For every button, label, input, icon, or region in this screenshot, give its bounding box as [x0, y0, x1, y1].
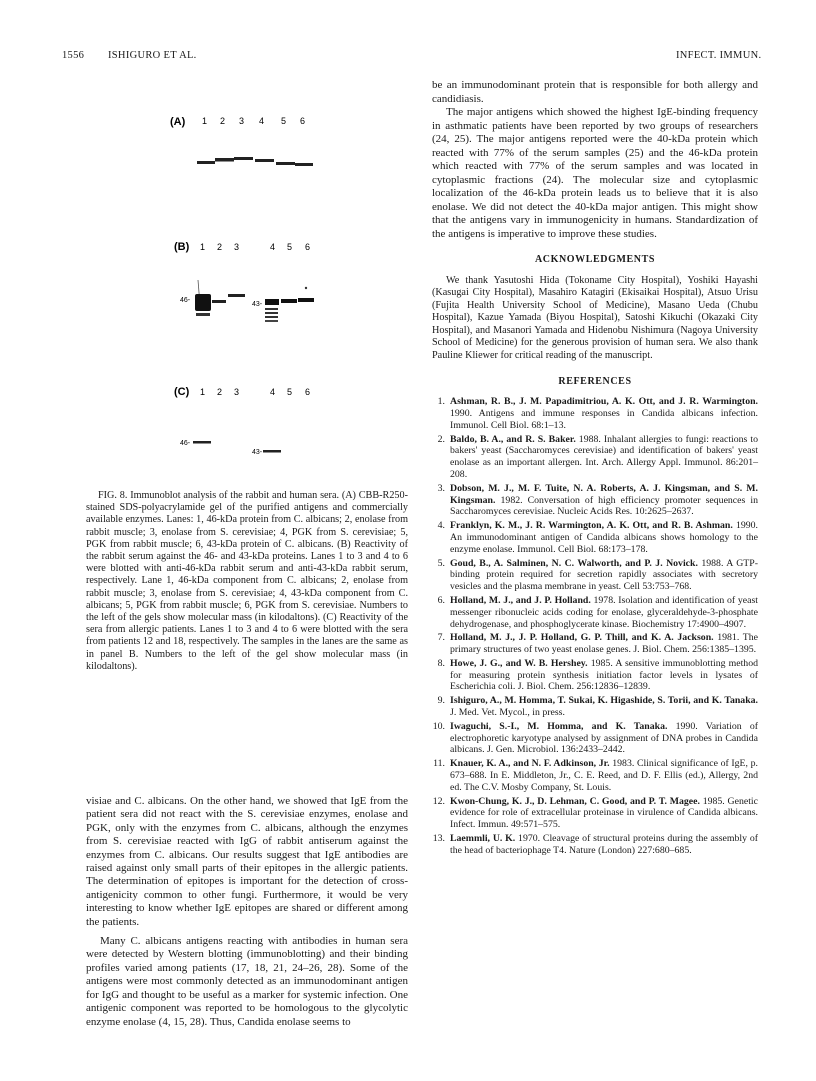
panel-a-lane-4: 4: [259, 116, 265, 126]
panel-b-band-1-lower: [196, 313, 210, 316]
panel-c-lane-5: 5: [287, 387, 293, 397]
left-paragraph-1: visiae and C. albicans. On the other hand, we showed that IgE from the patient sera did not react with the S. cerevisiae enzymes, enolase and PGK, only with the enzymes from C. albicans, although the enzymes from S. cerevisiae reacted with IgG of rabbit antiserum against the enzymes from C. albicans. Our results suggest that IgE antibodies are raised against only small parts of their epitopes in the allergic patients. The determination of epitopes is important for the detection of cross-antigenicity common to other fungi. Furthermore, it would be very interesting to know whether IgE epitopes are shared or different among the patients.: [86, 795, 408, 928]
reference-item: [432, 558, 758, 593]
reference-item: [432, 833, 758, 857]
panel-a-lane-1: 1: [202, 116, 208, 126]
panel-b-lane-6: 6: [305, 242, 311, 252]
reference-number: 11.: [433, 758, 445, 770]
reference-authors: Ishiguro, A., M. Homma, T. Sukai, K. Higashide, S. Torii, and K. Tanaka.: [450, 695, 758, 707]
reference-details: J. Med. Vet. Mycol., in press.: [450, 707, 565, 719]
panel-a-lane-2: 2: [220, 116, 226, 126]
running-authors: ISHIGURO ET AL.: [108, 50, 197, 61]
panel-c-label: (C): [174, 386, 190, 398]
reference-details: 1990. An immunodominant antigen of Candida albicans shows homology to the enzyme enolase. Immunol. Cell Biol. 68:173–178.: [450, 520, 758, 555]
reference-details: 1988. Inhalant allergies to fungi: reactions to bakers' yeast (Saccharomyces cerevisiae) and identification of bakers' yeast enolase as an important allergen. Int. Arch. Allergy Appl. Immunol. 86:201–208.: [450, 433, 758, 480]
acknowledgments-heading: ACKNOWLEDGMENTS: [534, 254, 656, 265]
reference-authors: Iwaguchi, S.-I., M. Homma, and K. Tanaka.: [450, 720, 668, 732]
reference-authors: Holland, M. J., and J. P. Holland.: [450, 594, 591, 606]
panel-a-bands: [197, 157, 313, 166]
right-paragraph-1: be an immunodominant protein that is responsible for both allergy and candidiasis.: [432, 79, 758, 105]
panel-b-band-3: [228, 294, 245, 297]
panel-c-lane-6: 6: [305, 387, 311, 397]
reference-authors: Laemmli, U. K.: [450, 833, 516, 845]
panel-b-band-4-l1: [265, 308, 278, 310]
panel-b-lane-4: 4: [270, 242, 276, 252]
reference-number: 8.: [437, 657, 445, 669]
journal-name: INFECT. IMMUN.: [676, 50, 762, 61]
reference-number: 12.: [432, 795, 445, 807]
panel-b-lane-3: 3: [234, 242, 240, 252]
panel-c-bands: [193, 441, 281, 453]
reference-item: [432, 483, 758, 518]
reference-authors: Baldo, B. A., and R. S. Baker.: [450, 433, 576, 445]
panel-b-lane-2: 2: [217, 242, 223, 252]
reference-details: 1983. Clinical significance of IgE, p. 673–688. In E. Middleton, Jr., C. E. Reed, and D. F. Ellis (ed.), Allergy, 2nd ed. The C.V. Mosby Company, St. Louis.: [450, 758, 758, 793]
reference-number: 1.: [437, 396, 445, 408]
panel-b-band-5: [281, 299, 297, 303]
reference-authors: Knauer, K. A., and N. F. Adkinson, Jr.: [450, 758, 610, 770]
panel-b-band-4-l2: [265, 312, 278, 314]
panel-a-label: (A): [170, 116, 186, 128]
reference-details: 1985. A sensitive immunoblotting method for measuring protein synthesis initiation factor levels in lysates of Escherichia coli. J. Biol. Chem. 256:12836–12839.: [450, 657, 759, 693]
panel-b-lane-1: 1: [200, 242, 206, 252]
panel-b-band-6: [298, 298, 314, 302]
reference-details: 1990. Variation of electrophoretic karyotype analysed by assignment of DNA probes in Candida albicans. J. Gen. Microbiol. 136:2433–2442.: [450, 720, 758, 756]
reference-item: [432, 434, 758, 481]
reference-number: 3.: [437, 482, 445, 494]
reference-details: 1990. Antigens and immune responses in Candida albicans infection. Immunol. Cell Biol. 68:1–13.: [450, 407, 758, 431]
figure-caption: FIG. 8. Immunoblot analysis of the rabbit and human sera. (A) CBB-R250-stained SDS-polyacrylamide gel of the purified antigens and commercially available enzymes. Lanes: 1, 46-kDa protein from C. albicans; 2, enolase from rabbit muscle; 3, enolase from S. cerevisiae; 4, PGK from S. cerevisiae; 5, PGK from rabbit muscle; 6, 43-kDa protein of C. albicans. (B) Reactivity of the rabbit serum against the 46- and 43-kDa proteins. Lanes 1 to 3 and 4 to 6 were blotted with anti-46-kDa rabbit serum and anti-43-kDa rabbit serum, respectively. Lane 1, 46-kDa component from C. albicans; 2, enolase from rabbit muscle; 3, enolase from S. cerevisiae; 4, 43-kDa component from C. albicans; 5, PGK from rabbit muscle; 6, PGK from S. cerevisiae. Numbers to the left of the gels show molecular mass (in kilodaltons). (C) Reactivity of the sera from allergic patients. Lanes 1 to 3 and 4 to 6 were blotted with the sera from patients 12 and 18, respectively. The samples in the lanes are the same as in panel B. Numbers to the left of the gel show molecular mass (in kilodaltons).: [86, 490, 408, 672]
right-paragraph-2: The major antigens which showed the highest IgE-binding frequency in asthmatic patients have been reported by two groups of researchers (24, 25). The major antigens reported were the 40-kDa protein which reacted with 77% of the serum samples (25) and the 46-kDa protein which reacted with 77% of the serum samples and was located in cytoplasmic fractions (24). The molecular size and cytoplasmic localization of the 46-kDa protein leads us to believe that it is also enolase. We did not detect the 40-kDa major antigen. This might show that the antigens vary in immunogenicity in humans. Standardization of the antigens is imperative to improve these studies.: [432, 106, 758, 240]
reference-item: [432, 595, 758, 630]
panel-b-dot: [305, 287, 307, 289]
reference-authors: Goud, B., A. Salminen, N. C. Walworth, and P. J. Novick.: [450, 557, 698, 569]
panel-a-band-1: [197, 161, 215, 164]
reference-authors: Howe, J. G., and W. B. Hershey.: [450, 657, 588, 669]
panel-b-band-4-l4: [265, 320, 278, 322]
reference-item: [432, 520, 758, 555]
panel-b-band-2: [212, 300, 226, 303]
reference-details: 1981. The primary structures of two yeast enolase genes. J. Biol. Chem. 256:1385–1395.: [450, 632, 758, 656]
panel-b-marker-43: 43-: [252, 301, 263, 308]
panel-a-lane-3: 3: [239, 116, 245, 126]
reference-number: 2.: [437, 433, 445, 445]
panel-b-label: (B): [174, 241, 190, 253]
reference-item: [432, 721, 758, 756]
panel-a-lane-6: 6: [300, 116, 306, 126]
panel-c-lane-3: 3: [234, 387, 240, 397]
reference-number: 13.: [432, 833, 445, 845]
panel-b-band-4-l3: [265, 316, 278, 318]
reference-details: 1985. Genetic evidence for role of extracellular proteinase in virulence of Candida albicans. Infect. Immun. 49:571–575.: [450, 795, 758, 831]
reference-list: [432, 396, 758, 856]
panel-c-lane-2: 2: [217, 387, 223, 397]
reference-item: [432, 658, 758, 693]
reference-authors: Kwon-Chung, K. J., D. Lehman, C. Good, and P. T. Magee.: [450, 795, 700, 807]
references-heading: REFERENCES: [558, 375, 632, 387]
reference-item: [432, 695, 758, 719]
reference-item: [432, 796, 758, 831]
gel-panels: [62, 95, 392, 480]
reference-details: 1970. Cleavage of structural proteins during the assembly of the head of bacteriophage T4. Nature (London) 227:680–685.: [450, 833, 758, 856]
reference-details: 1988. A GTP-binding protein required for secretion rapidly associates with secretory vesicles and the plasma membrane in yeast. Cell 53:753–768.: [450, 557, 759, 593]
reference-number: 5.: [437, 557, 445, 569]
panel-c-lane-4: 4: [270, 387, 276, 397]
panel-c-band-1: [193, 441, 211, 444]
left-paragraph-2: Many C. albicans antigens reacting with antibodies in human sera were detected by Western blotting (immunoblotting) and their binding profiles varied among patients (17, 18, 21, 24–26, 28). Some of the antigens were most commonly detected as an immunodominant antigen for IgG and thought to be useful as a marker for systemic infection. One antigenic component was reported to be homologous to the glycolytic enzyme enolase (4, 15, 28). Thus, Candida enolase seems to: [86, 935, 408, 1028]
panel-c-marker-46: 46-: [180, 440, 191, 447]
reference-number: 7.: [437, 632, 445, 644]
right-column: [432, 79, 758, 859]
panel-a-band-5: [276, 162, 295, 165]
panel-b-marker-46: 46-: [180, 297, 191, 304]
panel-c-band-4: [263, 450, 281, 453]
reference-details: 1978. Isolation and identification of yeast messenger ribonucleic acids coding for enolase, glyceraldehyde-3-phosphate dehydrogenase, and phosphoglycerate kinase. Biochemistry 17:4900–4907.: [450, 594, 758, 630]
panel-a-band-6: [295, 163, 313, 166]
reference-number: 4.: [437, 520, 445, 532]
page-number: 1556: [62, 50, 85, 61]
panel-b-band-4-main: [265, 299, 279, 305]
panel-b-lane-5: 5: [287, 242, 293, 252]
acknowledgments-text: We thank Yasutoshi Hida (Tokoname City Hospital), Yoshiki Hayashi (Kasugai City Hospital), Masahiro Katagiri (Ekisaikai Hospital), Atsuo Urisu (Fujita Health University School of Medicine), Masano Ueda (Chubu Hospital), Kazue Yamada (Biyou Hospital), Satoshi Kikuchi (Okazaki City Hospital), and Masanori Yamada and Hidenobu Nishimura (Nagoya University School of Medicine) for the generous provision of human sera. We also thank Pauline Kliewer for critical reading of the manuscript.: [432, 274, 758, 362]
reference-number: 10.: [432, 720, 445, 732]
reference-item: [432, 632, 758, 656]
panel-a-band-3: [234, 157, 253, 160]
reference-details: 1982. Conversation of high efficiency promoter sequences in Saccharomyces cerevisiae. Nucleic Acids Res. 10:2625–2637.: [450, 494, 758, 518]
reference-number: 6.: [437, 594, 445, 606]
panel-c-marker-43: 43-: [252, 449, 263, 456]
reference-number: 9.: [437, 695, 445, 707]
panel-a-lane-5: 5: [281, 116, 287, 126]
panel-b-band-1-main: [195, 294, 211, 311]
reference-authors: Ashman, R. B., J. M. Papadimitriou, A. K. Ott, and J. R. Warmington.: [450, 396, 758, 408]
figure-8-gels: [62, 95, 392, 480]
reference-authors: Holland, M. J., J. P. Holland, G. P. Thill, and K. A. Jackson.: [450, 632, 714, 644]
panel-a-band-4: [255, 159, 274, 162]
reference-item: [432, 396, 758, 431]
panel-c-lane-1: 1: [200, 387, 206, 397]
panel-a-band-2: [215, 158, 234, 162]
reference-authors: Dobson, M. J., M. F. Tuite, N. A. Roberts, A. J. Kingsman, and S. M. Kingsman.: [450, 482, 758, 506]
left-body-text: [86, 795, 408, 1029]
reference-item: [432, 758, 758, 793]
reference-authors: Franklyn, K. M., J. R. Warmington, A. K. Ott, and R. B. Ashman.: [450, 520, 733, 532]
